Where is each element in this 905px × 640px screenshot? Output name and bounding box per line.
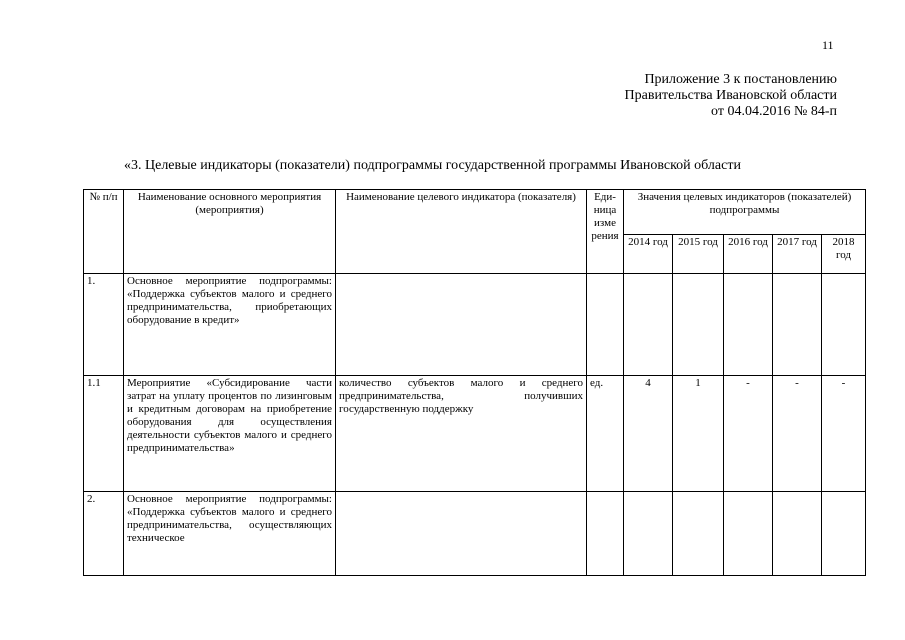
row-value — [773, 492, 822, 576]
row-num: 2. — [84, 492, 124, 576]
table-row — [84, 274, 866, 376]
header-num: № п/п — [84, 190, 124, 274]
row-num: 1. — [84, 274, 124, 376]
row-unit — [587, 274, 624, 376]
table-row — [84, 376, 866, 492]
appendix-line-1: Приложение 3 к постановлению — [644, 72, 837, 87]
row-value: - — [773, 376, 822, 492]
header-unit: Еди-ница изме рения — [587, 190, 624, 274]
appendix-line-2: Правительства Ивановской области — [624, 88, 837, 103]
row-value — [624, 274, 673, 376]
row-value: - — [724, 376, 773, 492]
row-value: 1 — [673, 376, 724, 492]
row-value: 4 — [624, 376, 673, 492]
header-year: 2016 год — [724, 235, 773, 274]
row-indicator — [336, 492, 587, 576]
header-values: Значения целевых индикаторов (показателей) подпрограммы — [624, 190, 866, 235]
row-activity: Мероприятие «Субсидирование части затрат на уплату процентов по лизинговым и кредитным договорам на приобретение оборудования для осуществления деятельности субъектов малого и среднего предпринимательства» — [124, 376, 336, 492]
row-indicator — [336, 274, 587, 376]
row-value — [773, 274, 822, 376]
row-unit — [587, 492, 624, 576]
row-activity: Основное мероприятие подпрограммы: «Поддержка субъектов малого и среднего предпринимательства, осуществляющих техническое — [124, 492, 336, 576]
row-indicator: количество субъектов малого и среднего предпринимательства, получивших государственную поддержку — [336, 376, 587, 492]
indicators-table — [83, 189, 866, 576]
row-num: 1.1 — [84, 376, 124, 492]
appendix-header — [625, 72, 837, 120]
row-value: - — [822, 376, 866, 492]
row-value — [673, 492, 724, 576]
row-value — [624, 492, 673, 576]
header-year: 2015 год — [673, 235, 724, 274]
header-year: 2018 год — [822, 235, 866, 274]
row-value — [724, 274, 773, 376]
table-row — [84, 492, 866, 576]
page-number: 11 — [822, 38, 834, 52]
header-year: 2017 год — [773, 235, 822, 274]
row-value — [822, 492, 866, 576]
header-activity: Наименование основного мероприятия (мероприятия) — [124, 190, 336, 274]
header-year: 2014 год — [624, 235, 673, 274]
row-value — [822, 274, 866, 376]
row-activity: Основное мероприятие подпрограммы: «Поддержка субъектов малого и среднего предпринимательства, приобретающих оборудование в кредит» — [124, 274, 336, 376]
row-value — [673, 274, 724, 376]
header-indicator: Наименование целевого индикатора (показателя) — [336, 190, 587, 274]
row-unit: ед. — [587, 376, 624, 492]
document-title: «3. Целевые индикаторы (показатели) подпрограммы государственной программы Ивановской области — [124, 158, 741, 173]
appendix-line-3: от 04.04.2016 № 84-п — [711, 104, 837, 119]
row-value — [724, 492, 773, 576]
